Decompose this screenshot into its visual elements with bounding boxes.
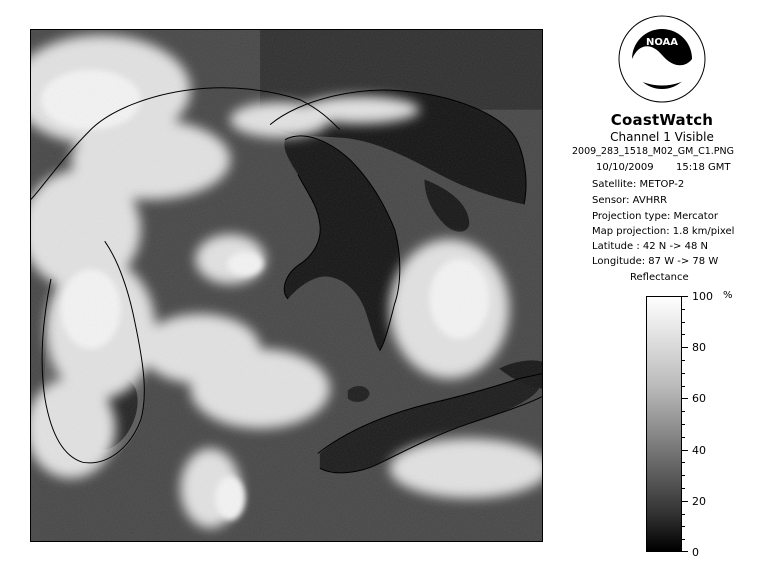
legend-projection-type: Projection type: Mercator	[592, 211, 718, 222]
colorbar-major-tick	[682, 398, 688, 399]
colorbar-minor-tick	[682, 334, 685, 335]
colorbar-minor-tick	[682, 539, 685, 540]
satellite-image	[30, 29, 543, 542]
satellite-map	[31, 30, 542, 541]
colorbar-tick-label: 60	[692, 392, 706, 406]
colorbar-major-tick	[682, 347, 688, 348]
legend-satellite: Satellite: METOP-2	[592, 179, 685, 190]
colorbar-major-tick	[682, 296, 688, 297]
legend-map-projection: Map projection: 1.8 km/pixel	[592, 226, 735, 237]
colorbar-minor-tick	[682, 475, 685, 476]
legend-latitude: Latitude : 42 N -> 48 N	[592, 241, 708, 252]
legend-date: 10/10/2009	[596, 162, 654, 173]
colorbar-ticks	[682, 290, 742, 559]
colorbar-minor-tick	[682, 424, 685, 425]
legend-longitude: Longitude: 87 W -> 78 W	[592, 256, 719, 267]
colorbar-minor-tick	[682, 309, 685, 310]
legend-title: CoastWatch	[610, 111, 714, 129]
colorbar-minor-tick	[682, 437, 685, 438]
colorbar-tick-label: 20	[692, 494, 706, 508]
colorbar-minor-tick	[682, 514, 685, 515]
colorbar-minor-tick	[682, 360, 685, 361]
colorbar-unit: %	[723, 290, 733, 301]
colorbar-major-tick	[682, 450, 688, 451]
noaa-logo-icon	[618, 15, 706, 103]
colorbar-major-tick	[682, 551, 688, 552]
colorbar-minor-tick	[682, 411, 685, 412]
legend-channel: Channel 1 Visible	[610, 130, 714, 144]
colorbar-tick-label: 0	[692, 546, 699, 559]
legend-sensor: Sensor: AVHRR	[592, 195, 668, 206]
noaa-logo-text: NOAA	[645, 37, 679, 48]
colorbar-tick-label: 80	[692, 341, 706, 355]
legend-filename: 2009_283_1518_M02_GM_C1.PNG	[572, 146, 734, 157]
colorbar-minor-tick	[682, 462, 685, 463]
colorbar-major-tick	[682, 501, 688, 502]
colorbar-minor-tick	[682, 386, 685, 387]
colorbar-tick-label: 40	[692, 443, 706, 457]
colorbar-minor-tick	[682, 373, 685, 374]
colorbar-minor-tick	[682, 526, 685, 527]
legend-datetime	[596, 162, 731, 174]
colorbar	[646, 296, 682, 552]
colorbar-title: Reflectance	[630, 272, 689, 283]
legend-time: 15:18 GMT	[676, 162, 731, 173]
colorbar-minor-tick	[682, 322, 685, 323]
colorbar-tick-label: 100	[692, 290, 713, 303]
colorbar-minor-tick	[682, 488, 685, 489]
